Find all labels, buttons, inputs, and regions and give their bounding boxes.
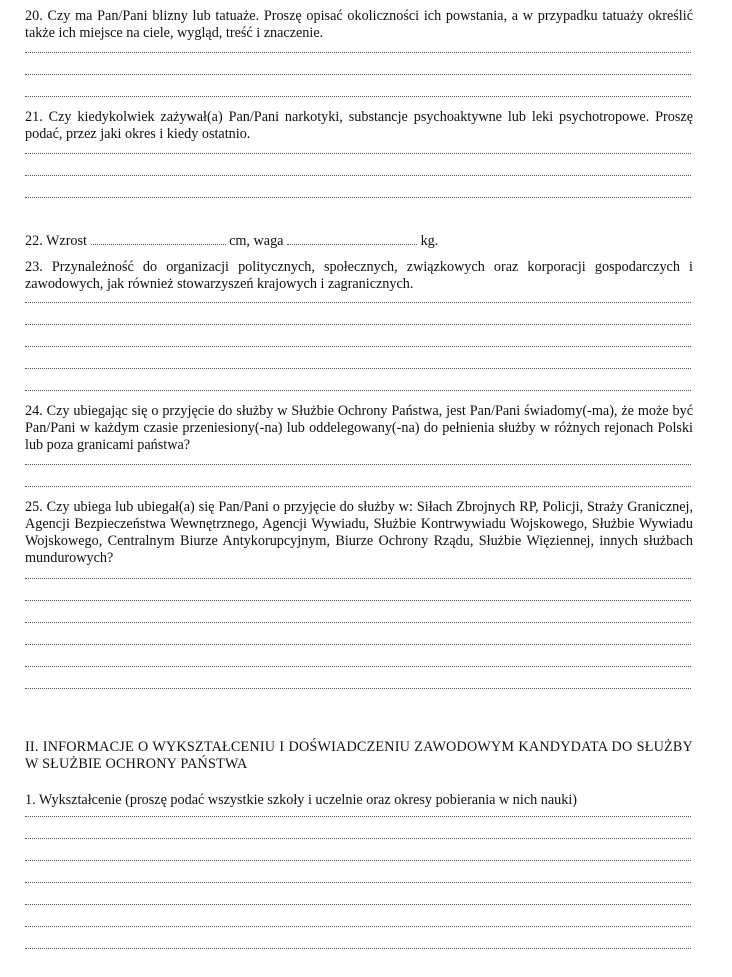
answer-line[interactable] xyxy=(25,302,691,303)
answer-line[interactable] xyxy=(25,688,691,689)
answer-line[interactable] xyxy=(25,600,691,601)
question-22 xyxy=(25,232,693,250)
height-label: 22. Wzrost xyxy=(25,233,87,249)
answer-line[interactable] xyxy=(25,622,691,623)
answer-line[interactable] xyxy=(25,368,691,369)
answer-line[interactable] xyxy=(25,390,691,391)
answer-line[interactable] xyxy=(25,882,691,883)
education-item: 1. Wykształcenie (proszę podać wszystkie szkoły i uczelnie oraz okresy pobierania w nich nauki) xyxy=(25,792,577,808)
answer-line[interactable] xyxy=(25,96,691,97)
answer-line[interactable] xyxy=(25,926,691,927)
answer-line[interactable] xyxy=(25,74,691,75)
question-23: 23. Przynależność do organizacji politycznych, społecznych, związkowych oraz korporacji gospodarczych i zawodowych, jak również stowarzyszeń krajowych i zagranicznych. xyxy=(25,259,693,292)
height-input[interactable] xyxy=(91,232,226,245)
answer-line[interactable] xyxy=(25,838,691,839)
answer-line[interactable] xyxy=(25,52,691,53)
question-21: 21. Czy kiedykolwiek zażywał(a) Pan/Pani narkotyki, substancje psychoaktywne lub leki psychotropowe. Proszę podać, przez jaki okres i kiedy ostatnio. xyxy=(25,109,693,142)
height-unit: cm, waga xyxy=(229,233,284,249)
answer-line[interactable] xyxy=(25,197,691,198)
weight-input[interactable] xyxy=(287,232,417,245)
answer-line[interactable] xyxy=(25,346,691,347)
answer-line[interactable] xyxy=(25,666,691,667)
answer-line[interactable] xyxy=(25,486,691,487)
answer-line[interactable] xyxy=(25,578,691,579)
answer-line[interactable] xyxy=(25,860,691,861)
answer-line[interactable] xyxy=(25,816,691,817)
answer-line[interactable] xyxy=(25,153,691,154)
answer-line[interactable] xyxy=(25,464,691,465)
question-20: 20. Czy ma Pan/Pani blizny lub tatuaże. Proszę opisać okoliczności ich powstania, a w przypadku tatuaży określić także ich miejsce na ciele, wygląd, treść i znaczenie. xyxy=(25,8,693,41)
answer-line[interactable] xyxy=(25,324,691,325)
answer-line[interactable] xyxy=(25,904,691,905)
section-2-heading: II. INFORMACJE O WYKSZTAŁCENIU I DOŚWIADCZENIU ZAWODOWYM KANDYDATA DO SŁUŻBY W SŁUŻBIE OCHRONY PAŃSTWA xyxy=(25,739,693,772)
weight-unit: kg. xyxy=(420,233,439,249)
question-24: 24. Czy ubiegając się o przyjęcie do służby w Służbie Ochrony Państwa, jest Pan/Pani świadomy(-ma), że może być Pan/Pani w każdym czasie przeniesiony(-na) lub oddelegowany(-na) do pełnienia służby w różnych rejonach Polski lub poza granicami państwa? xyxy=(25,403,693,453)
question-25: 25. Czy ubiega lub ubiegał(a) się Pan/Pani o przyjęcie do służby w: Siłach Zbrojnych RP, Policji, Straży Granicznej, Agencji Bezpieczeństwa Wewnętrznego, Agencji Wywiadu, Służbie Kontrwywiadu Wojskowego, Służbie Wywiadu Wojskowego, Centralnym Biurze Antykorupcyjnym, Biurze Ochrony Rządu, Służbie Więziennej, innych służbach mundurowych? xyxy=(25,499,693,566)
answer-line[interactable] xyxy=(25,948,691,949)
answer-line[interactable] xyxy=(25,175,691,176)
answer-line[interactable] xyxy=(25,644,691,645)
